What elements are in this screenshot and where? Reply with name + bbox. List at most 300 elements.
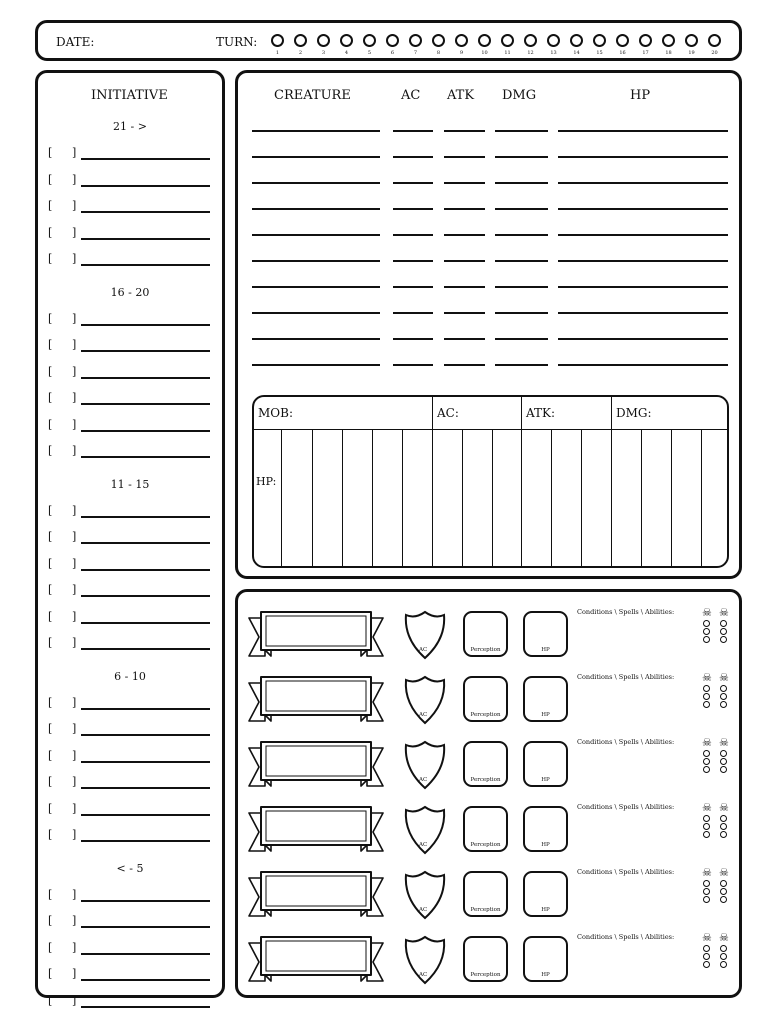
death-save-success[interactable]	[720, 766, 727, 773]
skull-icon: ☠	[719, 801, 729, 814]
creature-field-line[interactable]	[393, 208, 433, 210]
initiative-row	[38, 607, 222, 627]
turn-circle-17[interactable]	[639, 34, 652, 47]
dmg-header: DMG	[502, 88, 537, 103]
turn-circle-19[interactable]	[685, 34, 698, 47]
death-save-failure[interactable]	[703, 945, 710, 952]
death-save-success[interactable]	[720, 945, 727, 952]
creature-panel	[235, 70, 742, 579]
turn-number: 5	[367, 50, 372, 56]
turn-circle-14[interactable]	[570, 34, 583, 47]
hp-box[interactable]	[523, 871, 568, 917]
check-bracket-close[interactable]: ]	[72, 252, 77, 265]
mob-hp-label: HP:	[256, 475, 277, 488]
stat-block-row	[244, 606, 739, 666]
turn-circle-10[interactable]	[478, 34, 491, 47]
death-save-success[interactable]	[720, 896, 727, 903]
check-bracket-close[interactable]: ]	[72, 967, 77, 980]
check-bracket-open[interactable]: [	[48, 199, 53, 212]
creature-field-line[interactable]	[252, 156, 380, 158]
initiative-name-line[interactable]	[81, 158, 210, 160]
turn-number: 19	[688, 50, 695, 56]
skull-icon: ☠	[719, 866, 729, 879]
check-bracket-close[interactable]: ]	[72, 695, 77, 709]
creature-field-line[interactable]	[444, 208, 485, 210]
creature-field-line[interactable]	[558, 338, 728, 340]
turn-label: TURN:	[216, 35, 258, 49]
death-save-success[interactable]	[720, 823, 727, 830]
shield-icon	[402, 804, 448, 856]
initiative-name-line[interactable]	[81, 403, 210, 405]
turn-circle-6[interactable]	[386, 34, 399, 47]
mob-label: MOB:	[258, 406, 293, 420]
conditions-label: Conditions \ Spells \ Abilities:	[577, 738, 675, 746]
perception-box[interactable]	[463, 871, 508, 917]
perception-label: Perception	[470, 972, 501, 978]
death-save-failure[interactable]	[703, 620, 710, 627]
ac-shield[interactable]	[402, 674, 448, 726]
death-save-success[interactable]	[720, 888, 727, 895]
check-bracket-close[interactable]: ]	[72, 364, 77, 378]
perception-label: Perception	[470, 907, 501, 913]
initiative-name-line[interactable]	[81, 840, 210, 842]
initiative-name-line[interactable]	[81, 953, 210, 955]
check-bracket-open[interactable]: [	[48, 609, 53, 623]
check-bracket-open[interactable]: [	[48, 775, 53, 788]
creature-field-line[interactable]	[444, 260, 485, 262]
mob-hp-cell-line	[402, 429, 403, 568]
check-bracket-close[interactable]: ]	[72, 530, 77, 543]
creature-field-line[interactable]	[444, 130, 485, 132]
turn-circle-7[interactable]	[409, 34, 422, 47]
initiative-row	[38, 196, 222, 216]
perception-box[interactable]	[463, 936, 508, 982]
creature-field-line[interactable]	[444, 234, 485, 236]
hp-box[interactable]	[523, 741, 568, 787]
conditions-label: Conditions \ Spells \ Abilities:	[577, 608, 675, 616]
check-bracket-open[interactable]: [	[48, 967, 53, 980]
check-bracket-close[interactable]: ]	[72, 914, 77, 927]
turn-circle-3[interactable]	[317, 34, 330, 47]
mob-hp-cell-line	[641, 429, 642, 568]
death-save-failure[interactable]	[703, 815, 710, 822]
creature-field-line[interactable]	[393, 286, 433, 288]
creature-field-line[interactable]	[558, 312, 728, 314]
shield-icon	[402, 674, 448, 726]
turn-number: 4	[344, 50, 349, 56]
check-bracket-open[interactable]: [	[48, 391, 53, 404]
conditions-label: Conditions \ Spells \ Abilities:	[577, 868, 675, 876]
skull-icon: ☠	[702, 671, 712, 684]
check-bracket-close[interactable]: ]	[72, 993, 77, 1007]
death-save-success[interactable]	[720, 620, 727, 627]
ac-shield[interactable]	[402, 804, 448, 856]
hp-header: HP	[630, 88, 651, 103]
death-save-failure[interactable]	[703, 823, 710, 830]
creature-field-line[interactable]	[495, 208, 548, 210]
check-bracket-open[interactable]: [	[48, 748, 53, 762]
initiative-name-line[interactable]	[81, 926, 210, 928]
hp-label: HP	[541, 907, 550, 913]
perception-box[interactable]	[463, 676, 508, 722]
death-save-failure[interactable]	[703, 685, 710, 692]
name-banner[interactable]	[247, 610, 385, 660]
name-banner[interactable]	[247, 675, 385, 725]
check-bracket-open[interactable]: [	[48, 695, 53, 709]
death-save-failure[interactable]	[703, 888, 710, 895]
creature-field-line[interactable]	[393, 312, 433, 314]
initiative-name-line[interactable]	[81, 787, 210, 789]
ac-shield[interactable]	[402, 739, 448, 791]
turn-number: 9	[459, 50, 464, 56]
creature-field-line[interactable]	[252, 338, 380, 340]
creature-field-line[interactable]	[252, 130, 380, 132]
creature-field-line[interactable]	[558, 286, 728, 288]
conditions-label: Conditions \ Spells \ Abilities:	[577, 803, 675, 811]
initiative-name-line[interactable]	[81, 622, 210, 624]
initiative-row	[38, 799, 222, 819]
check-bracket-open[interactable]: [	[48, 530, 53, 543]
check-bracket-close[interactable]: ]	[72, 311, 77, 325]
initiative-name-line[interactable]	[81, 1006, 210, 1008]
initiative-row	[38, 309, 222, 329]
skull-icon: ☠	[719, 671, 729, 684]
hp-label: HP	[541, 712, 550, 718]
hp-box[interactable]	[523, 936, 568, 982]
stat-block-row	[244, 931, 739, 991]
hp-box[interactable]	[523, 676, 568, 722]
death-save-success[interactable]	[720, 685, 727, 692]
check-bracket-open[interactable]: [	[48, 146, 53, 159]
perception-box[interactable]	[463, 741, 508, 787]
creature-field-line[interactable]	[444, 156, 485, 158]
turn-number: 16	[619, 50, 626, 56]
turn-circle-1[interactable]	[271, 34, 284, 47]
name-banner[interactable]	[247, 870, 385, 920]
death-save-failure[interactable]	[703, 831, 710, 838]
turn-number: 6	[390, 50, 395, 56]
check-bracket-open[interactable]: [	[48, 722, 53, 735]
turn-circle-15[interactable]	[593, 34, 606, 47]
initiative-name-line[interactable]	[81, 708, 210, 710]
creature-field-line[interactable]	[495, 234, 548, 236]
skull-icon: ☠	[702, 801, 712, 814]
initiative-row	[38, 170, 222, 190]
initiative-title: INITIATIVE	[91, 88, 168, 103]
check-bracket-close[interactable]: ]	[72, 556, 77, 570]
check-bracket-close[interactable]: ]	[72, 146, 77, 159]
check-bracket-close[interactable]: ]	[72, 503, 77, 517]
mob-header-divider	[254, 429, 727, 430]
creature-field-line[interactable]	[252, 312, 380, 314]
skull-icon: ☠	[719, 931, 729, 944]
check-bracket-open[interactable]: [	[48, 172, 53, 186]
death-save-failure[interactable]	[703, 953, 710, 960]
turn-circle-12[interactable]	[524, 34, 537, 47]
check-bracket-close[interactable]: ]	[72, 444, 77, 457]
turn-circle-2[interactable]	[294, 34, 307, 47]
creature-field-line[interactable]	[558, 182, 728, 184]
name-banner[interactable]	[247, 740, 385, 790]
perception-box[interactable]	[463, 611, 508, 657]
check-bracket-open[interactable]: [	[48, 311, 53, 325]
check-bracket-open[interactable]: [	[48, 636, 53, 649]
initiative-row	[38, 580, 222, 600]
check-bracket-open[interactable]: [	[48, 828, 53, 841]
death-save-success[interactable]	[720, 628, 727, 635]
check-bracket-close[interactable]: ]	[72, 801, 77, 815]
death-save-failure[interactable]	[703, 961, 710, 968]
initiative-name-line[interactable]	[81, 569, 210, 571]
turn-circle-5[interactable]	[363, 34, 376, 47]
perception-label: Perception	[470, 842, 501, 848]
ac-label: AC	[419, 712, 428, 718]
ac-label: AC	[419, 907, 428, 913]
creature-field-line[interactable]	[252, 260, 380, 262]
stat-block-row	[244, 736, 739, 796]
check-bracket-close[interactable]: ]	[72, 391, 77, 404]
check-bracket-open[interactable]: [	[48, 993, 53, 1007]
initiative-group-label: 21 - >	[113, 120, 147, 133]
death-save-success[interactable]	[720, 701, 727, 708]
initiative-row	[38, 441, 222, 461]
death-save-failure[interactable]	[703, 693, 710, 700]
turn-circle-13[interactable]	[547, 34, 560, 47]
initiative-name-line[interactable]	[81, 211, 210, 213]
turn-circle-4[interactable]	[340, 34, 353, 47]
death-save-failure[interactable]	[703, 636, 710, 643]
death-save-failure[interactable]	[703, 758, 710, 765]
check-bracket-open[interactable]: [	[48, 338, 53, 351]
initiative-name-line[interactable]	[81, 264, 210, 266]
stat-block-row	[244, 671, 739, 731]
check-bracket-close[interactable]: ]	[72, 338, 77, 351]
name-banner[interactable]	[247, 805, 385, 855]
check-bracket-open[interactable]: [	[48, 914, 53, 927]
creature-header: CREATURE	[274, 88, 351, 103]
death-save-failure[interactable]	[703, 896, 710, 903]
check-bracket-close[interactable]: ]	[72, 609, 77, 623]
initiative-name-line[interactable]	[81, 542, 210, 544]
mob-dmg-label: DMG:	[616, 406, 652, 420]
initiative-name-line[interactable]	[81, 516, 210, 518]
death-save-success[interactable]	[720, 831, 727, 838]
death-save-success[interactable]	[720, 961, 727, 968]
check-bracket-open[interactable]: [	[48, 252, 53, 265]
initiative-name-line[interactable]	[81, 814, 210, 816]
creature-field-line[interactable]	[393, 182, 433, 184]
initiative-name-line[interactable]	[81, 456, 210, 458]
creature-field-line[interactable]	[558, 156, 728, 158]
initiative-row	[38, 554, 222, 574]
conditions-label: Conditions \ Spells \ Abilities:	[577, 933, 675, 941]
death-save-failure[interactable]	[703, 701, 710, 708]
death-save-success[interactable]	[720, 758, 727, 765]
initiative-group-label: 11 - 15	[110, 477, 150, 491]
hp-box[interactable]	[523, 611, 568, 657]
check-bracket-close[interactable]: ]	[72, 722, 77, 735]
initiative-row	[38, 938, 222, 958]
death-save-failure[interactable]	[703, 628, 710, 635]
initiative-name-line[interactable]	[81, 761, 210, 763]
initiative-name-line[interactable]	[81, 185, 210, 187]
creature-field-line[interactable]	[558, 130, 728, 132]
check-bracket-close[interactable]: ]	[72, 199, 77, 212]
skull-icon: ☠	[719, 736, 729, 749]
initiative-row	[38, 991, 222, 1011]
creature-field-line[interactable]	[444, 312, 485, 314]
initiative-row	[38, 693, 222, 713]
turn-number: 2	[298, 50, 303, 56]
date-label: DATE:	[56, 35, 95, 49]
check-bracket-close[interactable]: ]	[72, 172, 77, 186]
mob-hp-cell-line	[551, 429, 552, 568]
creature-field-line[interactable]	[495, 260, 548, 262]
creature-field-line[interactable]	[444, 364, 485, 366]
creature-field-line[interactable]	[252, 234, 380, 236]
mob-box	[252, 395, 729, 568]
ac-header: AC	[401, 88, 421, 103]
check-bracket-close[interactable]: ]	[72, 828, 77, 841]
initiative-name-line[interactable]	[81, 648, 210, 650]
creature-field-line[interactable]	[444, 338, 485, 340]
creature-field-line[interactable]	[252, 208, 380, 210]
creature-field-line[interactable]	[495, 286, 548, 288]
initiative-row	[38, 885, 222, 905]
creature-field-line[interactable]	[393, 338, 433, 340]
ac-label: AC	[419, 972, 428, 978]
name-banner[interactable]	[247, 935, 385, 985]
creature-field-line[interactable]	[495, 182, 548, 184]
mob-hp-cell-line	[312, 429, 313, 568]
check-bracket-open[interactable]: [	[48, 583, 53, 596]
stat-block-row	[244, 801, 739, 861]
ac-shield[interactable]	[402, 934, 448, 986]
creature-field-line[interactable]	[252, 182, 380, 184]
creature-field-line[interactable]	[252, 286, 380, 288]
turn-circle-11[interactable]	[501, 34, 514, 47]
initiative-name-line[interactable]	[81, 734, 210, 736]
check-bracket-close[interactable]: ]	[72, 887, 77, 901]
initiative-row	[38, 527, 222, 547]
check-bracket-open[interactable]: [	[48, 556, 53, 570]
creature-field-line[interactable]	[558, 260, 728, 262]
creature-field-line[interactable]	[495, 364, 548, 366]
death-save-success[interactable]	[720, 815, 727, 822]
perception-label: Perception	[470, 777, 501, 783]
creature-field-line[interactable]	[558, 234, 728, 236]
ac-shield[interactable]	[402, 869, 448, 921]
mob-section-divider	[611, 397, 612, 568]
stat-block-panel	[235, 589, 742, 998]
check-bracket-open[interactable]: [	[48, 364, 53, 378]
initiative-name-line[interactable]	[81, 430, 210, 432]
mob-hp-cell-line	[281, 429, 282, 568]
creature-field-line[interactable]	[495, 156, 548, 158]
skull-icon: ☠	[702, 736, 712, 749]
check-bracket-close[interactable]: ]	[72, 225, 77, 239]
creature-field-line[interactable]	[558, 208, 728, 210]
initiative-name-line[interactable]	[81, 324, 210, 326]
creature-field-line[interactable]	[252, 364, 380, 366]
creature-field-line[interactable]	[393, 234, 433, 236]
initiative-name-line[interactable]	[81, 900, 210, 902]
initiative-name-line[interactable]	[81, 979, 210, 981]
creature-field-line[interactable]	[393, 130, 433, 132]
skull-icon: ☠	[702, 931, 712, 944]
initiative-name-line[interactable]	[81, 595, 210, 597]
check-bracket-open[interactable]: [	[48, 887, 53, 901]
creature-field-line[interactable]	[444, 286, 485, 288]
check-bracket-open[interactable]: [	[48, 801, 53, 815]
turn-circle-16[interactable]	[616, 34, 629, 47]
death-save-success[interactable]	[720, 693, 727, 700]
death-save-failure[interactable]	[703, 766, 710, 773]
hp-box[interactable]	[523, 806, 568, 852]
creature-field-line[interactable]	[393, 364, 433, 366]
death-save-success[interactable]	[720, 880, 727, 887]
initiative-row	[38, 143, 222, 163]
check-bracket-open[interactable]: [	[48, 444, 53, 457]
check-bracket-open[interactable]: [	[48, 940, 53, 954]
creature-field-line[interactable]	[558, 364, 728, 366]
stat-block-row	[244, 866, 739, 926]
initiative-name-line[interactable]	[81, 377, 210, 379]
check-bracket-close[interactable]: ]	[72, 417, 77, 431]
initiative-row	[38, 388, 222, 408]
turn-circle-20[interactable]	[708, 34, 721, 47]
check-bracket-open[interactable]: [	[48, 417, 53, 431]
perception-label: Perception	[470, 712, 501, 718]
creature-field-line[interactable]	[393, 260, 433, 262]
shield-icon	[402, 934, 448, 986]
initiative-name-line[interactable]	[81, 350, 210, 352]
mob-hp-cell-line	[372, 429, 373, 568]
turn-circle-9[interactable]	[455, 34, 468, 47]
initiative-name-line[interactable]	[81, 238, 210, 240]
death-save-success[interactable]	[720, 636, 727, 643]
death-save-failure[interactable]	[703, 750, 710, 757]
mob-ac-label: AC:	[437, 406, 459, 420]
perception-box[interactable]	[463, 806, 508, 852]
turn-circle-18[interactable]	[662, 34, 675, 47]
check-bracket-open[interactable]: [	[48, 503, 53, 517]
ac-shield[interactable]	[402, 609, 448, 661]
shield-icon	[402, 869, 448, 921]
check-bracket-close[interactable]: ]	[72, 636, 77, 649]
initiative-row	[38, 719, 222, 739]
check-bracket-close[interactable]: ]	[72, 748, 77, 762]
creature-field-line[interactable]	[444, 182, 485, 184]
check-bracket-close[interactable]: ]	[72, 583, 77, 596]
check-bracket-open[interactable]: [	[48, 225, 53, 239]
turn-circle-8[interactable]	[432, 34, 445, 47]
creature-field-line[interactable]	[495, 130, 548, 132]
creature-field-line[interactable]	[393, 156, 433, 158]
initiative-row	[38, 362, 222, 382]
death-save-success[interactable]	[720, 750, 727, 757]
check-bracket-close[interactable]: ]	[72, 775, 77, 788]
death-save-success[interactable]	[720, 953, 727, 960]
creature-field-line[interactable]	[495, 338, 548, 340]
initiative-row	[38, 501, 222, 521]
death-save-failure[interactable]	[703, 880, 710, 887]
date-field[interactable]	[102, 31, 212, 53]
mob-section-divider	[521, 397, 522, 568]
check-bracket-close[interactable]: ]	[72, 940, 77, 954]
turn-number: 13	[550, 50, 557, 56]
creature-field-line[interactable]	[495, 312, 548, 314]
